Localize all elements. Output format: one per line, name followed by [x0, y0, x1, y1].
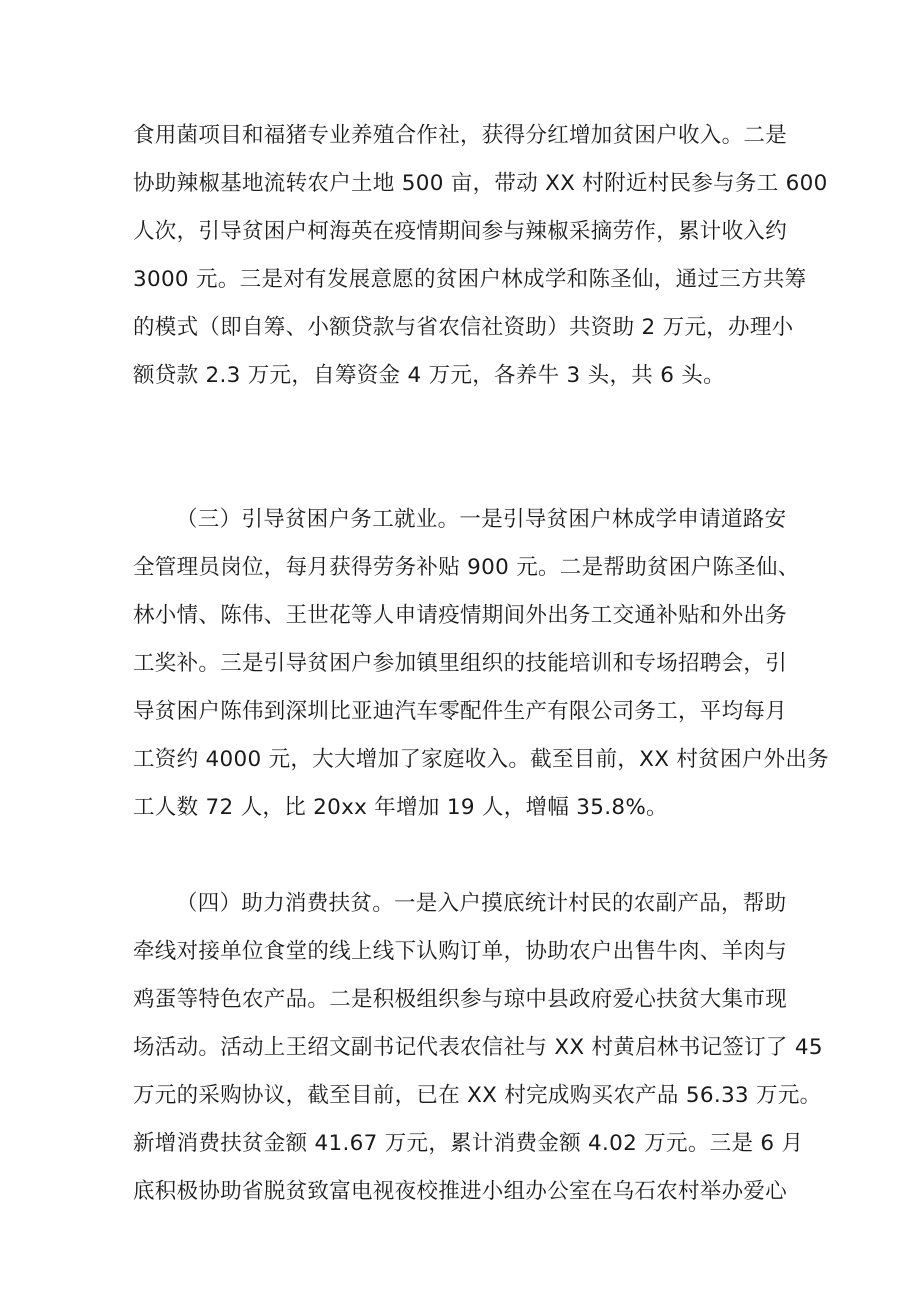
text-line: 协助辣椒基地流转农户土地 500 亩，带动 XX 村附近村民参与务工 600 [133, 171, 828, 196]
text-line: 食用菌项目和福猪专业养殖合作社，获得分红增加贫困户收入。二是 [133, 123, 788, 148]
text-line: 工资约 4000 元，大大增加了家庭收入。截至目前，XX 村贫困户外出务 [133, 747, 829, 772]
paragraph-employment [133, 496, 829, 832]
text-line: 工人数 72 人，比 20xx 年增加 19 人，增幅 35.8%。 [133, 795, 668, 820]
text-line: 底积极协助省脱贫致富电视夜校推进小组办公室在乌石农村举办爱心 [133, 1179, 788, 1204]
text-line: 额贷款 2.3 万元，自筹资金 4 万元，各养牛 3 头，共 6 头。 [133, 363, 725, 388]
text-line: 牵线对接单位食堂的线上线下认购订单，协助农户出售牛肉、羊肉与 [133, 939, 788, 964]
text-line: 全管理员岗位，每月获得劳务补贴 900 元。二是帮助贫困户陈圣仙、 [133, 555, 800, 580]
section-heading-line: （三）引导贫困户务工就业。一是引导贫困户林成学申请道路安 [176, 507, 787, 532]
text-line: 人次，引导贫困户柯海英在疫情期间参与辣椒采摘劳作，累计收入约 [133, 219, 788, 244]
text-line: 工奖补。三是引导贫困户参加镇里组织的技能培训和专场招聘会，引 [133, 651, 788, 676]
text-line: 场活动。活动上王绍文副书记代表农信社与 XX 村黄启林书记签订了 45 [133, 1035, 823, 1060]
text-line: 万元的采购协议，截至目前，已在 XX 村完成购买农产品 56.33 万元。 [133, 1083, 822, 1108]
text-line: 鸡蛋等特色农产品。二是积极组织参与琼中县政府爱心扶贫大集市现 [133, 987, 788, 1012]
text-line: 的模式（即自筹、小额贷款与省农信社资助）共资助 2 万元，办理小 [133, 315, 794, 340]
paragraph-consumption-poverty-relief [133, 880, 823, 1216]
section-heading-line: （四）助力消费扶贫。一是入户摸底统计村民的农副产品，帮助 [176, 891, 787, 916]
text-line: 导贫困户陈伟到深圳比亚迪汽车零配件生产有限公司务工，平均每月 [133, 699, 788, 724]
text-line: 3000 元。三是对有发展意愿的贫困户林成学和陈圣仙，通过三方共筹 [133, 267, 807, 292]
paragraph-continued-income [133, 112, 828, 400]
text-line: 林小情、陈伟、王世花等人申请疫情期间外出务工交通补贴和外出务 [133, 603, 788, 628]
text-line: 新增消费扶贫金额 41.67 万元，累计消费金额 4.02 万元。三是 6 月 [133, 1131, 804, 1156]
